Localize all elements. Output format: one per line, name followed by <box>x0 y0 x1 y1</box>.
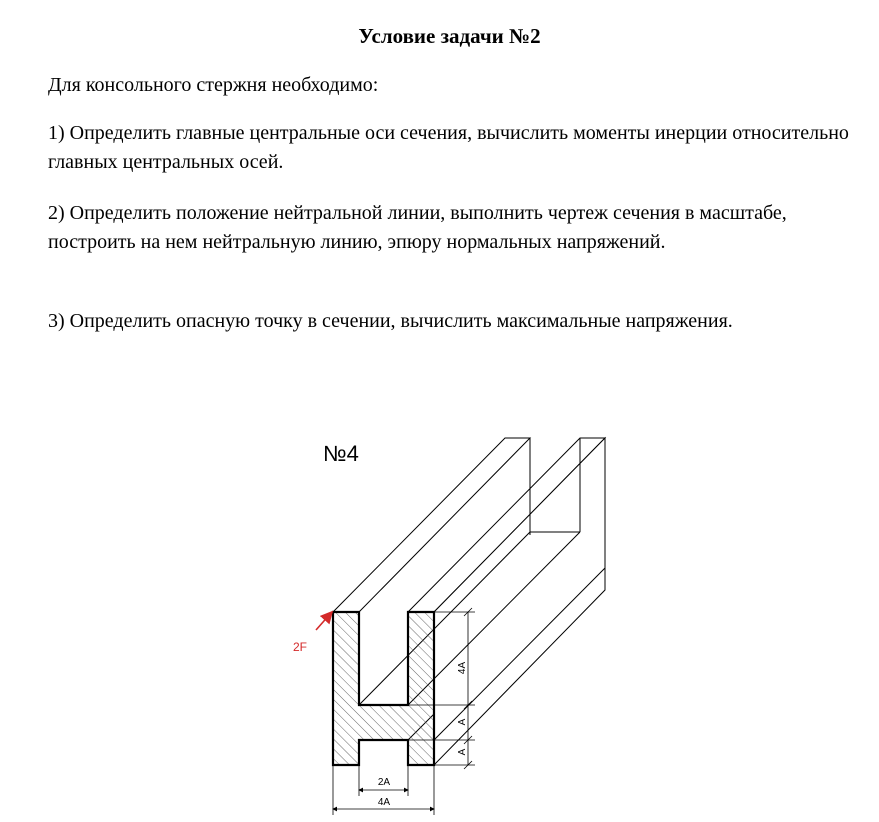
dim-inner-width: 2A <box>377 777 391 788</box>
dim-upper-height: 4A <box>457 661 468 675</box>
force-label: 2F <box>293 640 308 654</box>
force-arrow <box>316 613 331 630</box>
page-title: Условие задачи №2 <box>358 24 541 48</box>
dim-middle-height: A <box>457 718 468 726</box>
variant-label: №4 <box>323 441 359 466</box>
dim-lower-height: A <box>457 748 468 756</box>
task-item-1: 1) Определить главные центральные оси сечения, вычислить моменты инерции относительно главных центральных осей. <box>48 122 849 173</box>
cross-section <box>333 612 434 765</box>
task-item-2: 2) Определить положение нейтральной линии, выполнить чертеж сечения в масштабе, построить на нем нейтральную линию, эпюру нормальных напряжений. <box>48 202 787 253</box>
task-item-3: 3) Определить опасную точку в сечении, вычислить максимальные напряжения. <box>48 310 733 332</box>
dim-total-width: 4A <box>377 797 391 808</box>
intro-text: Для консольного стержня необходимо: <box>48 74 379 96</box>
